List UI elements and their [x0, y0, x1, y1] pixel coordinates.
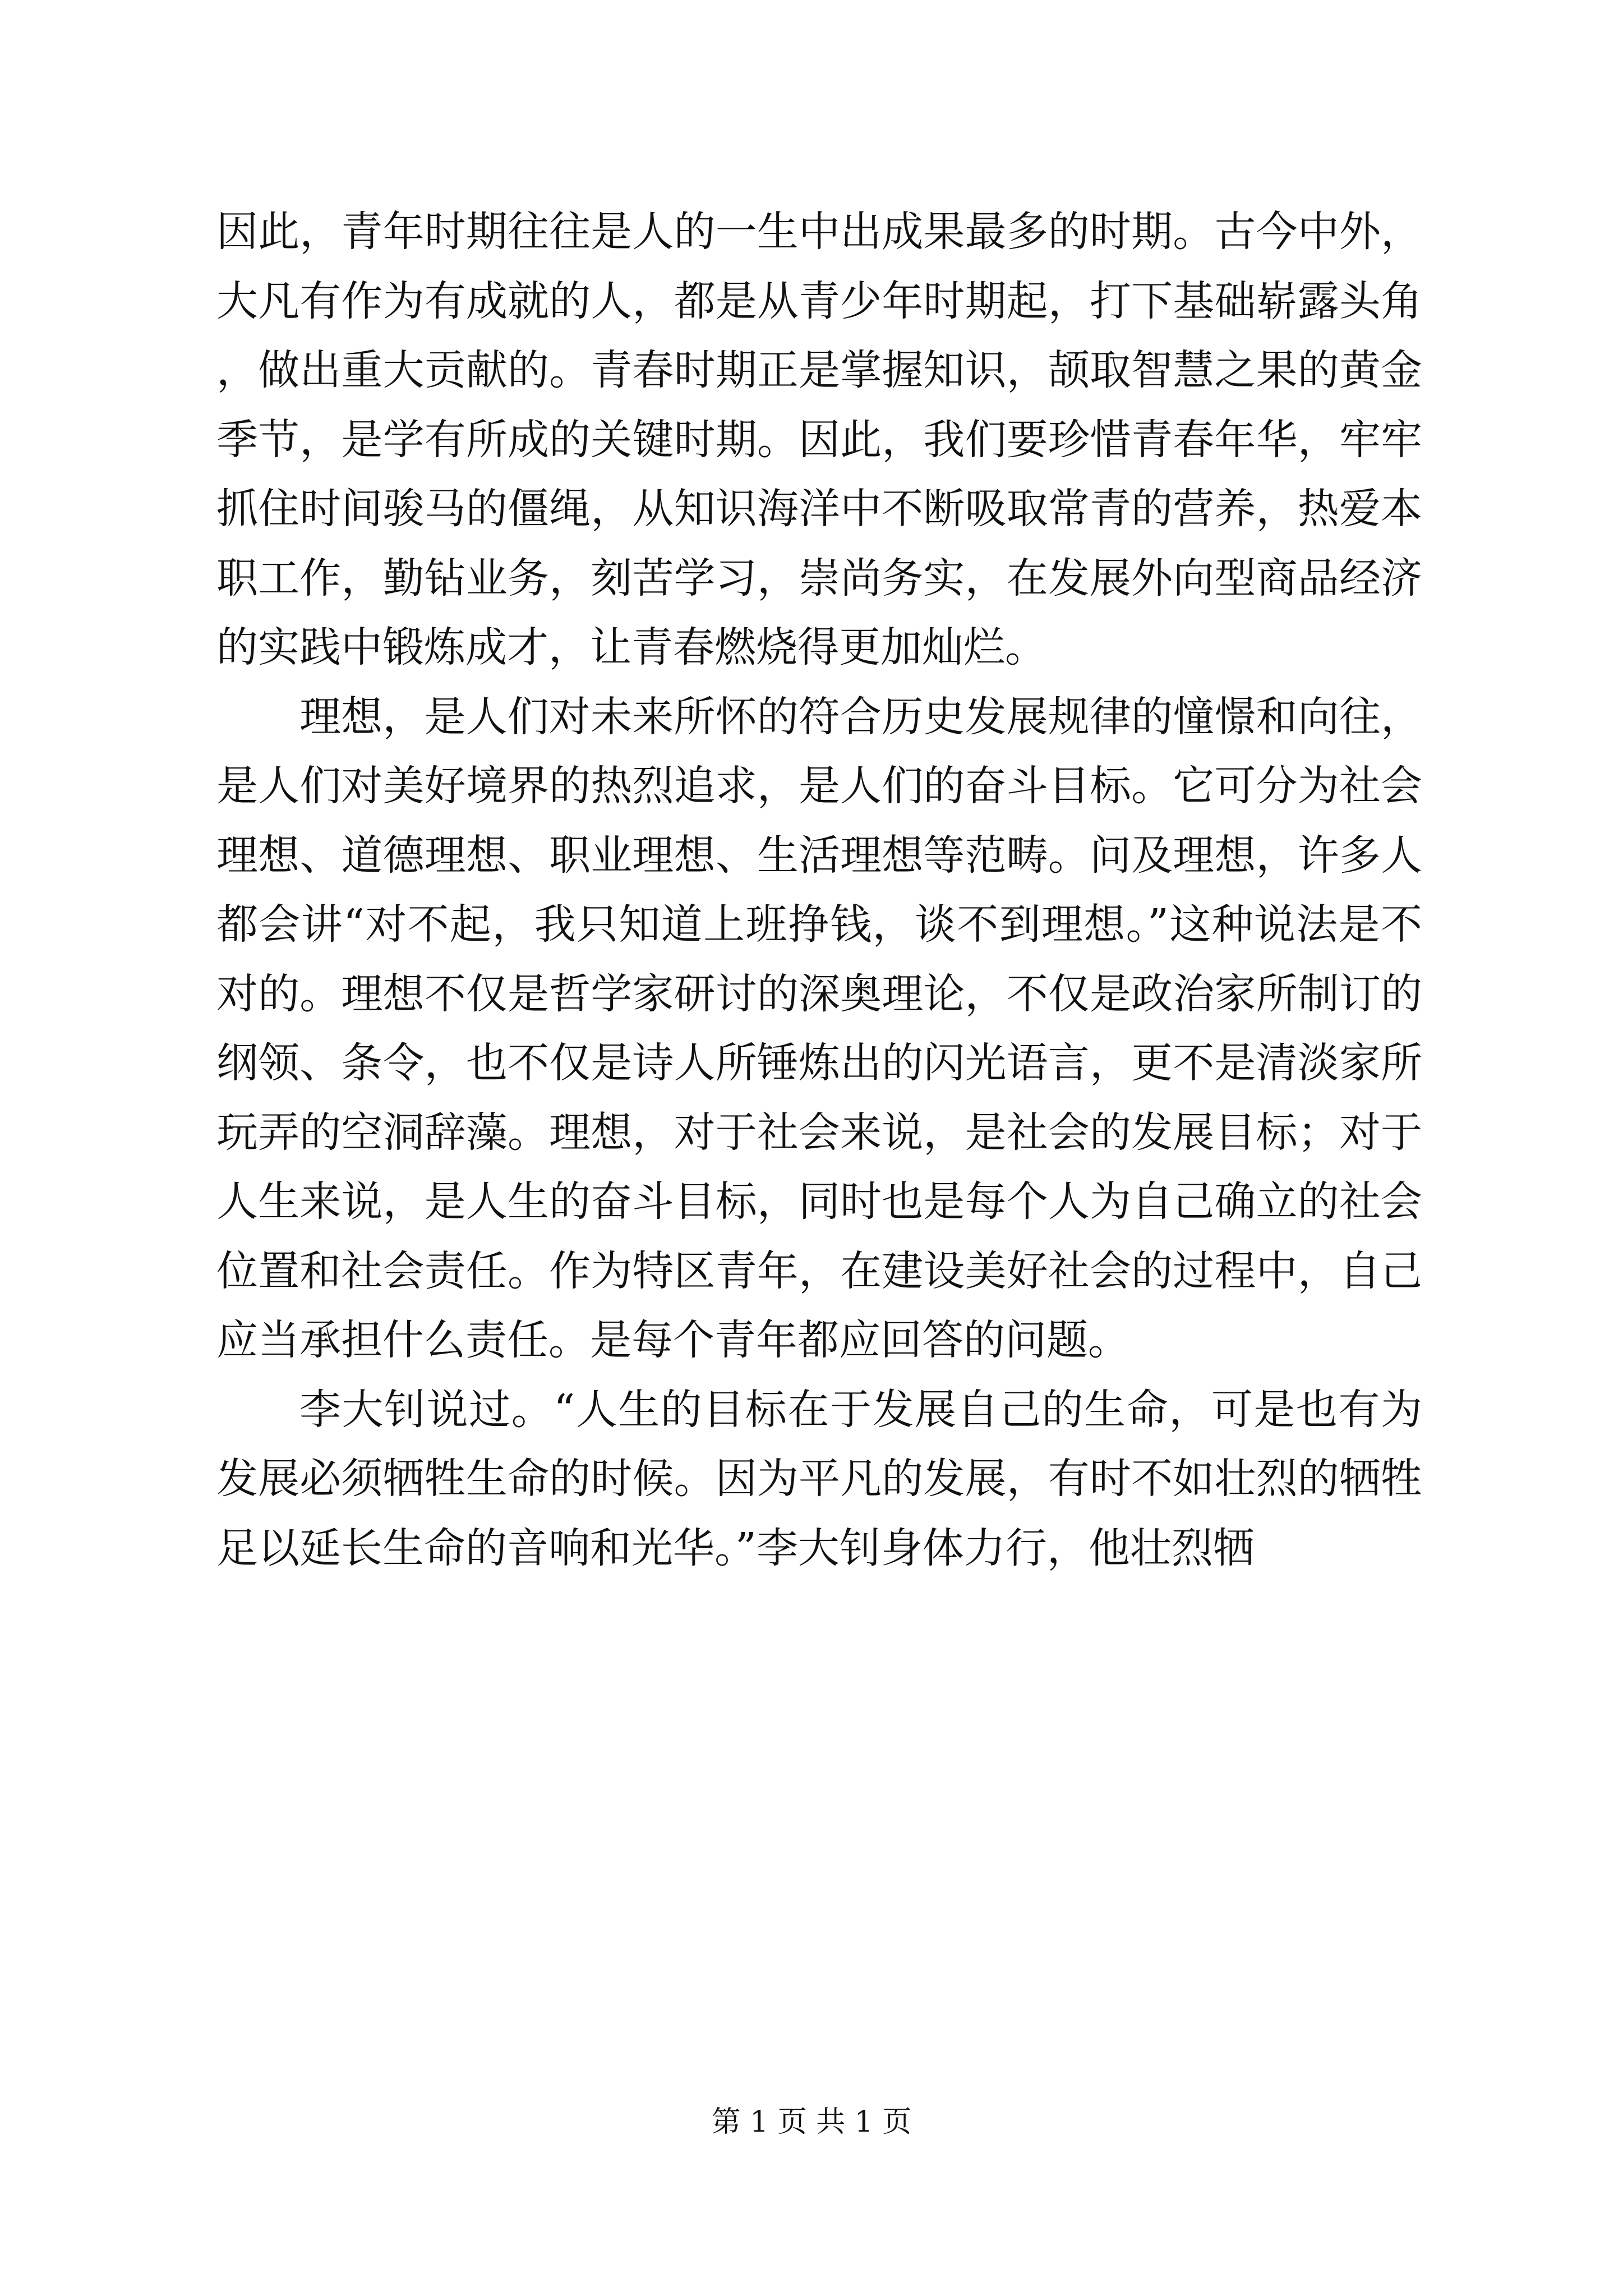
page-footer: 第 1 页 共 1 页: [711, 2105, 912, 2139]
paragraph-1: 因此，青年时期往往是人的一生中出成果最多的时期。古今中外，大凡有作为有成就的人，都是从青少年时期起，打下基础崭露头角，做出重大贡献的。青春时期正是掌握知识，颉取智慧之果的黄金季节，是学有所成的关键时期。因此，我们要珍惜青春年华，牢牢抓住时间骏马的僵绳，从知识海洋中不断吸取常青的营养，热爱本职工作，勤钻业务，刻苦学习，崇尚务实，在发展外向型商品经济的实践中锻炼成才，让青春燃烧得更加灿烂。: [216, 208, 1422, 671]
paragraph-2: 理想，是人们对未来所怀的符合历史发展规律的憧憬和向往，是人们对美好境界的热烈追求，是人们的奋斗目标。它可分为社会理想、道德理想、职业理想、生活理想等范畴。问及理想，许多人都会讲“对不起，我只知道上班挣钱，谈不到理想。”这种说法是不对的。理想不仅是哲学家研讨的深奥理论，不仅是政治家所制订的纲领、条令，也不仅是诗人所锤炼出的闪光语言，更不是清淡家所玩弄的空洞辞藻。理想，对于社会来说，是社会的发展目标；对于人生来说，是人生的奋斗目标，同时也是每个人为自己确立的社会位置和社会责任。作为特区青年，在建设美好社会的过程中，自己应当承担什么责任。是每个青年都应回答的问题。: [216, 692, 1422, 1364]
paragraph-3: 李大钊说过。“人生的目标在于发展自己的生命，可是也有为发展必须牺牲生命的时候。因为平凡的发展，有时不如壮烈的牺牲足以延长生命的音响和光华。”李大钊身体力行，他壮烈牺: [216, 1385, 1422, 1572]
document-body: [216, 197, 1422, 1583]
